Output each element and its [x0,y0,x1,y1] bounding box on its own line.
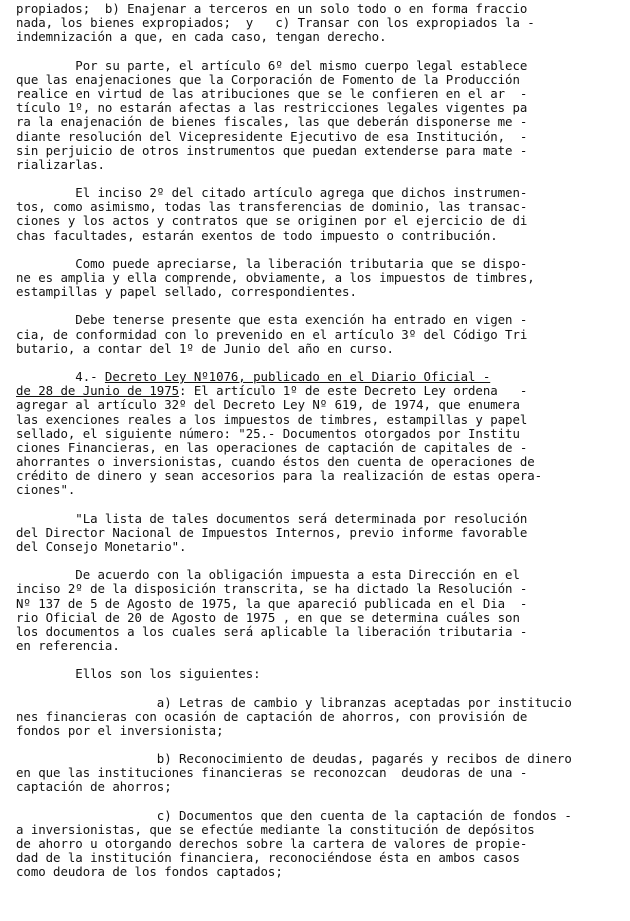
text-line: De acuerdo con la obligación impuesta a esta Dirección en el [16,568,520,583]
text-line: diante resolución del Vicepresidente Ejecutivo de esa Institución, - [16,129,528,144]
paragraph-2 [16,59,616,173]
text-line: Como puede apreciarse, la liberación tributaria que se dispo- [16,256,528,271]
text-line: Debe tenerse presente que esta exención ha entrado en vigen - [16,313,528,328]
text-line: rializarlas. [16,157,105,172]
paragraph-gap [16,653,616,667]
text-line: fondos por el inversionista; [16,723,224,738]
text-line: agregar al artículo 32º del Decreto Ley Nº 619, de 1974, que enumera [16,398,520,413]
text-line: propiados; b) Enajenar a terceros en un solo todo o en forma fraccio [16,2,528,16]
text-line: inciso 2º de la disposición transcrita, se ha dictado la Resolución - [16,582,528,597]
text-line: las exenciones reales a los impuestos de timbres, estampillas y papel [16,412,528,427]
text-line: Nº 137 de 5 de Agosto de 1975, la que apareció publicada en el Dia - [16,596,528,611]
paragraph-11 [16,752,616,795]
text-line: captación de ahorros; [16,780,172,795]
paragraph-gap [16,45,616,59]
text-line: de ahorro u otorgando derechos sobre la cartera de valores de propie- [16,837,528,851]
paragraph-9 [16,667,616,681]
text-line: ahorrantes o inversionistas, cuando éstos den cuenta de operaciones de [16,455,535,470]
text-line: Por su parte, el artículo 6º del mismo cuerpo legal establece [16,58,528,73]
text-line: dad de la institución financiera, reconociéndose ésta en ambos casos [16,851,520,866]
paragraph-6 [16,370,616,498]
text-line: c) Documentos que den cuenta de la captación de fondos - [16,808,572,823]
text-line: ciones y los actos y contratos que se originen por el ejercicio de di [16,214,528,229]
paragraph-7 [16,512,616,555]
paragraph-gap [16,554,616,568]
text-line: de 28 de Junio de 1975: El artículo 1º de este Decreto Ley ordena - [16,384,528,399]
text-line: del Director Nacional de Impuestos Internos, previo informe favorable [16,525,528,540]
text-line: crédito de dinero y sean accesorios para la realización de estas opera- [16,469,543,484]
text-line: a) Letras de cambio y libranzas aceptadas por institucio [16,695,572,710]
text-line: que las enajenaciones que la Corporación de Fomento de la Producción [16,72,520,87]
paragraph-gap [16,172,616,186]
paragraph-5 [16,313,616,356]
paragraph-gap [16,498,616,512]
text-line: b) Reconocimiento de deudas, pagarés y recibos de dinero [16,752,572,767]
paragraph-gap [16,738,616,752]
text-line: estampillas y papel sellado, correspondientes. [16,285,357,300]
text-line: tos, como asimismo, todas las transferencias de dominio, las transac- [16,200,528,215]
paragraph-gap [16,356,616,370]
decree-date: de 28 de Junio de 1975 [16,384,180,399]
text-line: tículo 1º, no estarán afectas a las restricciones legales vigentes pa [16,101,528,116]
text-line: ne es amplia y ella comprende, obviamente, a los impuestos de timbres, [16,271,535,285]
text-line: nada, los bienes expropiados; y c) Transar con los expropiados la - [16,16,535,31]
text-line: sellado, el siguiente número: "25.- Documentos otorgados por Institu [16,426,520,441]
text-line: realice en virtud de las atribuciones que se le confieren en el ar - [16,86,528,101]
text-line: a inversionistas, que se efectúe mediante la constitución de depósitos [16,822,535,837]
text-line: "La lista de tales documentos será determinada por resolución [16,511,528,526]
paragraph-12 [16,809,616,880]
text-line: sin perjuicio de otros instrumentos que puedan extenderse para mate - [16,143,528,158]
text-line: en que las instituciones financieras se reconozcan deudoras de una - [16,766,528,781]
text-line: butario, a contar del 1º de Junio del año en curso. [16,341,394,356]
paragraph-4 [16,257,616,300]
decree-heading: Decreto Ley Nº1076, publicado en el Diario Oficial - [104,369,491,384]
paragraph-1 [16,2,616,45]
text-line: 4.- Decreto Ley Nº1076, publicado en el Diario Oficial - [16,369,491,384]
text-line: ra la enajenación de bienes fiscales, las que deberán disponerse me - [16,115,528,130]
text-line: Ellos son los siguientes: [16,667,261,682]
text-line: los documentos a los cuales será aplicable la liberación tributaria - [16,624,528,639]
text-line: del Consejo Monetario". [16,540,187,554]
paragraph-8 [16,568,616,653]
paragraph-gap [16,243,616,257]
text-line: ciones Financieras, en las operaciones de captación de capitales de - [16,440,528,455]
paragraph-10 [16,696,616,739]
text-line: El inciso 2º del citado artículo agrega que dichos instrumen- [16,186,528,201]
text-line: ciones". [16,483,76,498]
paragraph-3 [16,186,616,243]
paragraph-gap [16,682,616,696]
text-line: nes financieras con ocasión de captación de ahorros, con provisión de [16,709,528,724]
text-line: cia, de conformidad con lo prevenido en el artículo 3º del Código Tri [16,327,528,342]
text-line: indemnización a que, en cada caso, tengan derecho. [16,30,387,45]
text-line: chas facultades, estarán exentos de todo impuesto o contribución. [16,228,498,243]
text-line: en referencia. [16,639,120,654]
text-line: como deudora de los fondos captados; [16,865,283,880]
paragraph-gap [16,299,616,313]
text-line: rio Oficial de 20 de Agosto de 1975 , en que se determina cuáles son [16,610,520,625]
paragraph-gap [16,795,616,809]
